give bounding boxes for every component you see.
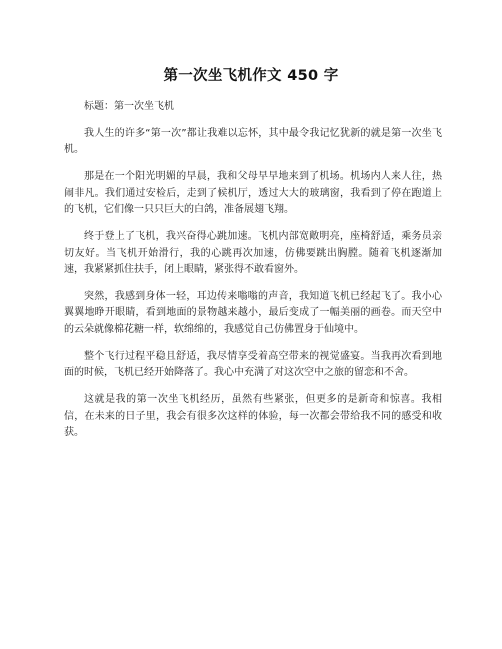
paragraph-4: 突然，我感到身体一轻，耳边传来嗡嗡的声音，我知道飞机已经起飞了。我小心翼翼地睁开眼睛，看到地面的景物越来越小，最后变成了一幅美丽的画卷。而天空中的云朵就像棉花糖一样，软绵绵的，我感觉自己仿佛置身于仙境中。 [64, 291, 442, 335]
paragraph-2: 那是在一个阳光明媚的早晨，我和父母早早地来到了机场。机场内人来人往，热闹非凡。我们通过安检后，走到了候机厅，透过大大的玻璃窗，我看到了停在跑道上的飞机，它们像一只只巨大的白鸽，准备展翅飞翔。 [64, 171, 442, 216]
page-title: 第一次坐飞机作文 450 字 [163, 68, 339, 84]
paragraph-5: 整个飞行过程平稳且舒适，我尽情享受着高空带来的视觉盛宴。当我再次看到地面的时候，飞机已经开始降落了。我心中充满了对这次空中之旅的留恋和不舍。 [64, 350, 442, 379]
paragraph-3: 终于登上了飞机，我兴奋得心跳加速。飞机内部宽敞明亮，座椅舒适，乘务员亲切友好。当飞机开始滑行，我的心跳再次加速，仿佛要跳出胸膛。随着飞机逐渐加速，我紧紧抓住扶手，闭上眼睛，紧张得不敢看窗外。 [64, 231, 442, 276]
paragraph-6: 这就是我的第一次坐飞机经历，虽然有些紧张，但更多的是新奇和惊喜。我相信，在未来的日子里，我会有很多次这样的体验，每一次都会带给我不同的感受和收获。 [64, 394, 442, 439]
paragraph-1: 我人生的许多“第一次”都让我难以忘怀，其中最令我记忆犹新的就是第一次坐飞机。 [64, 128, 442, 156]
essay-label: 标题：第一次坐飞机 [84, 101, 174, 112]
document-body [64, 99, 442, 452]
